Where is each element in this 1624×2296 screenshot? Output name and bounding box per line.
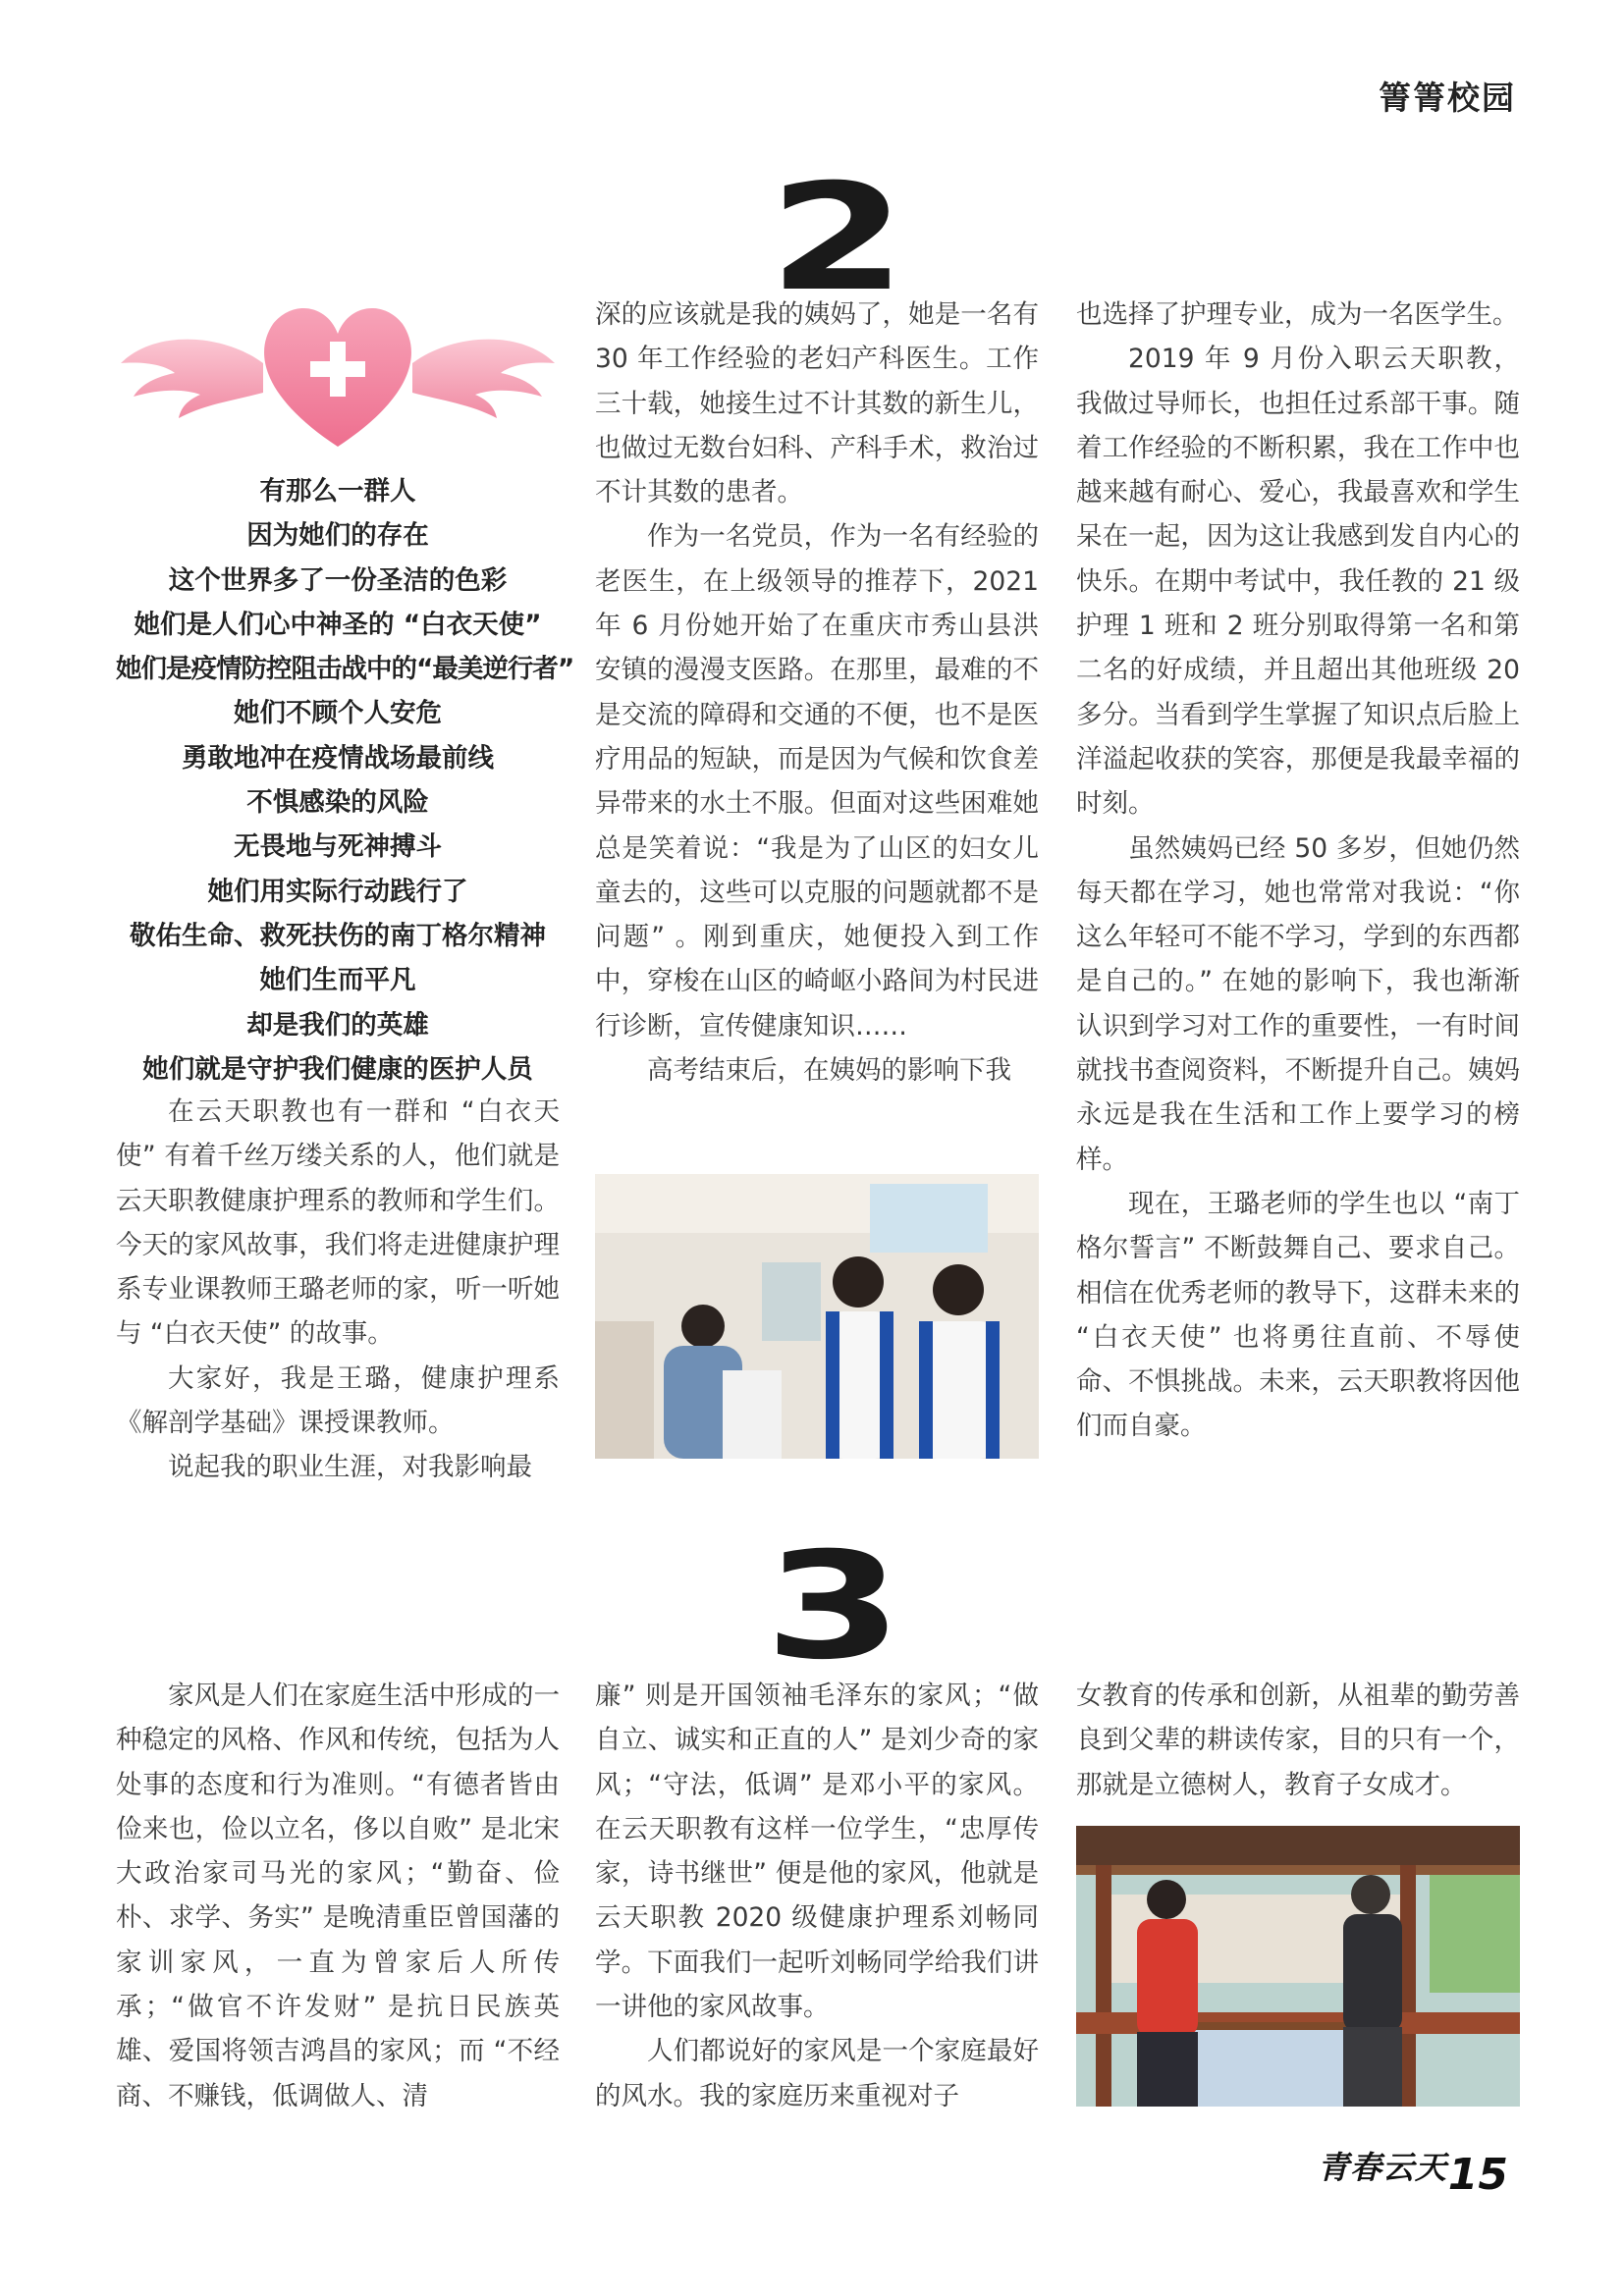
section-number-3: 3: [764, 1522, 897, 1692]
magazine-title: 青春云天: [1317, 2149, 1447, 2186]
poem-line: 这个世界多了一份圣洁的色彩: [168, 564, 508, 596]
section-tag: 箐箐校园: [1379, 79, 1516, 117]
paragraph: 女教育的传承和创新，从祖辈的勤劳善良到父辈的耕读传家，目的只有一个，那就是立德树人，教育子女成才。: [1076, 1681, 1520, 1800]
paragraph: 2019 年 9 月份入职云天职教，我做过导师长，也担任过系部干事。随着工作经验的不断积累，我在工作中也越来越有耐心、爱心，我最喜欢和学生呆在一起，因为这让我感到发自内心的快乐。在期中考试中，我任教的 21 级护理 1 班和 2 班分别取得第一名和第二名的好成绩，并且超出其他班级 20 多分。当看到学生掌握了知识点后脸上洋溢起收获的笑容，那便是我最幸福的时刻。: [1076, 344, 1520, 820]
poem-line: 她们是疫情防控阻击战中的“最美逆行者”: [116, 654, 574, 685]
poem-line: 她们就是守护我们健康的医护人员: [142, 1053, 533, 1085]
section3-column-2: [595, 1674, 1039, 2118]
poem-line: 因为她们的存在: [246, 520, 429, 552]
poem-line: 她们是人们心中神圣的 “白衣天使”: [134, 609, 542, 640]
pavilion-photo: [1076, 1826, 1520, 2107]
poem-line: 却是我们的英雄: [246, 1009, 429, 1041]
poem-line: 有那么一群人: [259, 476, 416, 507]
paragraph: 家风是人们在家庭生活中形成的一种稳定的风格、作风和传统，包括为人处事的态度和行为准则。“有德者皆由俭来也，俭以立名，侈以自败” 是北宋大政治家司马光的家风；“勤奋、俭朴、求学、务实” 是晚清重臣曾国藩的家训家风，一直为曾家后人所传承；“做官不许发财” 是抗日民族英雄、爱国将领吉鸿昌的家风；而 “不经商、不赚钱，低调做人、清: [116, 1681, 560, 2111]
poem-line: 无畏地与死神搏斗: [234, 831, 442, 863]
section3-column-3: [1076, 1674, 1520, 1807]
nursing-students-photo: [595, 1174, 1039, 1459]
poem-line: 敬佑生命、救死扶伤的南丁格尔精神: [130, 920, 546, 951]
paragraph: 人们都说好的家风是一个家庭最好的风水。我的家庭历来重视对子: [595, 2036, 1039, 2111]
paragraph: 在云天职教也有一群和 “白衣天使” 有着千丝万缕关系的人，他们就是云天职教健康护理系的教师和学生们。今天的家风故事，我们将走进健康护理系专业课教师王璐老师的家，听一听她与 “白衣天使” 的故事。: [116, 1096, 560, 1350]
paragraph: 大家好，我是王璐，健康护理系《解剖学基础》课授课教师。: [116, 1362, 560, 1439]
poem-line: 她们用实际行动践行了: [207, 876, 468, 907]
paragraph: 现在，王璐老师的学生也以 “南丁格尔誓言” 不断鼓舞自己、要求自己。相信在优秀老师的教导下，这群未来的 “白衣天使” 也将勇往直前、不辱使命、不惧挑战。未来，云天职教将因他们而自豪。: [1076, 1188, 1520, 1442]
paragraph: 虽然姨妈已经 50 多岁，但她仍然每天都在学习，她也常常对我说：“你这么年轻可不能不学习，学到的东西都是自己的。” 在她的影响下，我也渐渐认识到学习对工作的重要性，一有时间就找书查阅资料，不断提升自己。姨妈永远是我在生活和工作上要学习的榜样。: [1076, 832, 1520, 1175]
paragraph: 也选择了护理专业，成为一名医学生。: [1076, 299, 1519, 330]
poem-line: 不惧感染的风险: [246, 787, 429, 819]
section2-column-1: [116, 1090, 560, 1490]
poem-line: 她们生而平凡: [259, 965, 416, 996]
section-number-2: 2: [768, 153, 901, 324]
poem-line: 勇敢地冲在疫情战场最前线: [182, 742, 494, 774]
section2-column-3: [1076, 293, 1520, 1449]
paragraph: 作为一名党员，作为一名有经验的老医生，在上级领导的推荐下，2021 年 6 月份她开始了在重庆市秀山县洪安镇的漫漫支医路。在那里，最难的不是交流的障碍和交通的不便，也不是医疗用品的短缺，而是因为气候和饮食差异带来的水土不服。但面对这些困难她总是笑着说：“我是为了山区的妇女儿童去的，这些可以克服的问题就都不是问题” 。刚到重庆，她便投入到工作中，穿梭在山区的崎岖小路间为村民进行诊断，宣传健康知识……: [595, 521, 1039, 1041]
poem: [116, 469, 574, 1092]
paragraph: 廉” 则是开国领袖毛泽东的家风；“做自立、诚实和正直的人” 是刘少奇的家风；“守法，低调” 是邓小平的家风。在云天职教有这样一位学生，“忠厚传家，诗书继世” 便是他的家风，他就是云天职教 2020 级健康护理系刘畅同学。下面我们一起听刘畅同学给我们讲一讲他的家风故事。: [595, 1681, 1039, 2023]
paragraph: 高考结束后，在姨妈的影响下我: [647, 1055, 1011, 1087]
page-number: 15: [1447, 2150, 1508, 2200]
heart-wings-icon: [116, 294, 560, 452]
paragraph: 深的应该就是我的姨妈了，她是一名有 30 年工作经验的老妇产科医生。工作三十载，她接生过不计其数的新生儿，也做过无数台妇科、产科手术，救治过不计其数的患者。: [595, 299, 1039, 508]
section3-column-1: [116, 1674, 560, 2118]
paragraph: 说起我的职业生涯，对我影响最: [168, 1452, 532, 1483]
poem-line: 她们不顾个人安危: [234, 698, 442, 729]
section2-column-2: [595, 293, 1039, 1093]
